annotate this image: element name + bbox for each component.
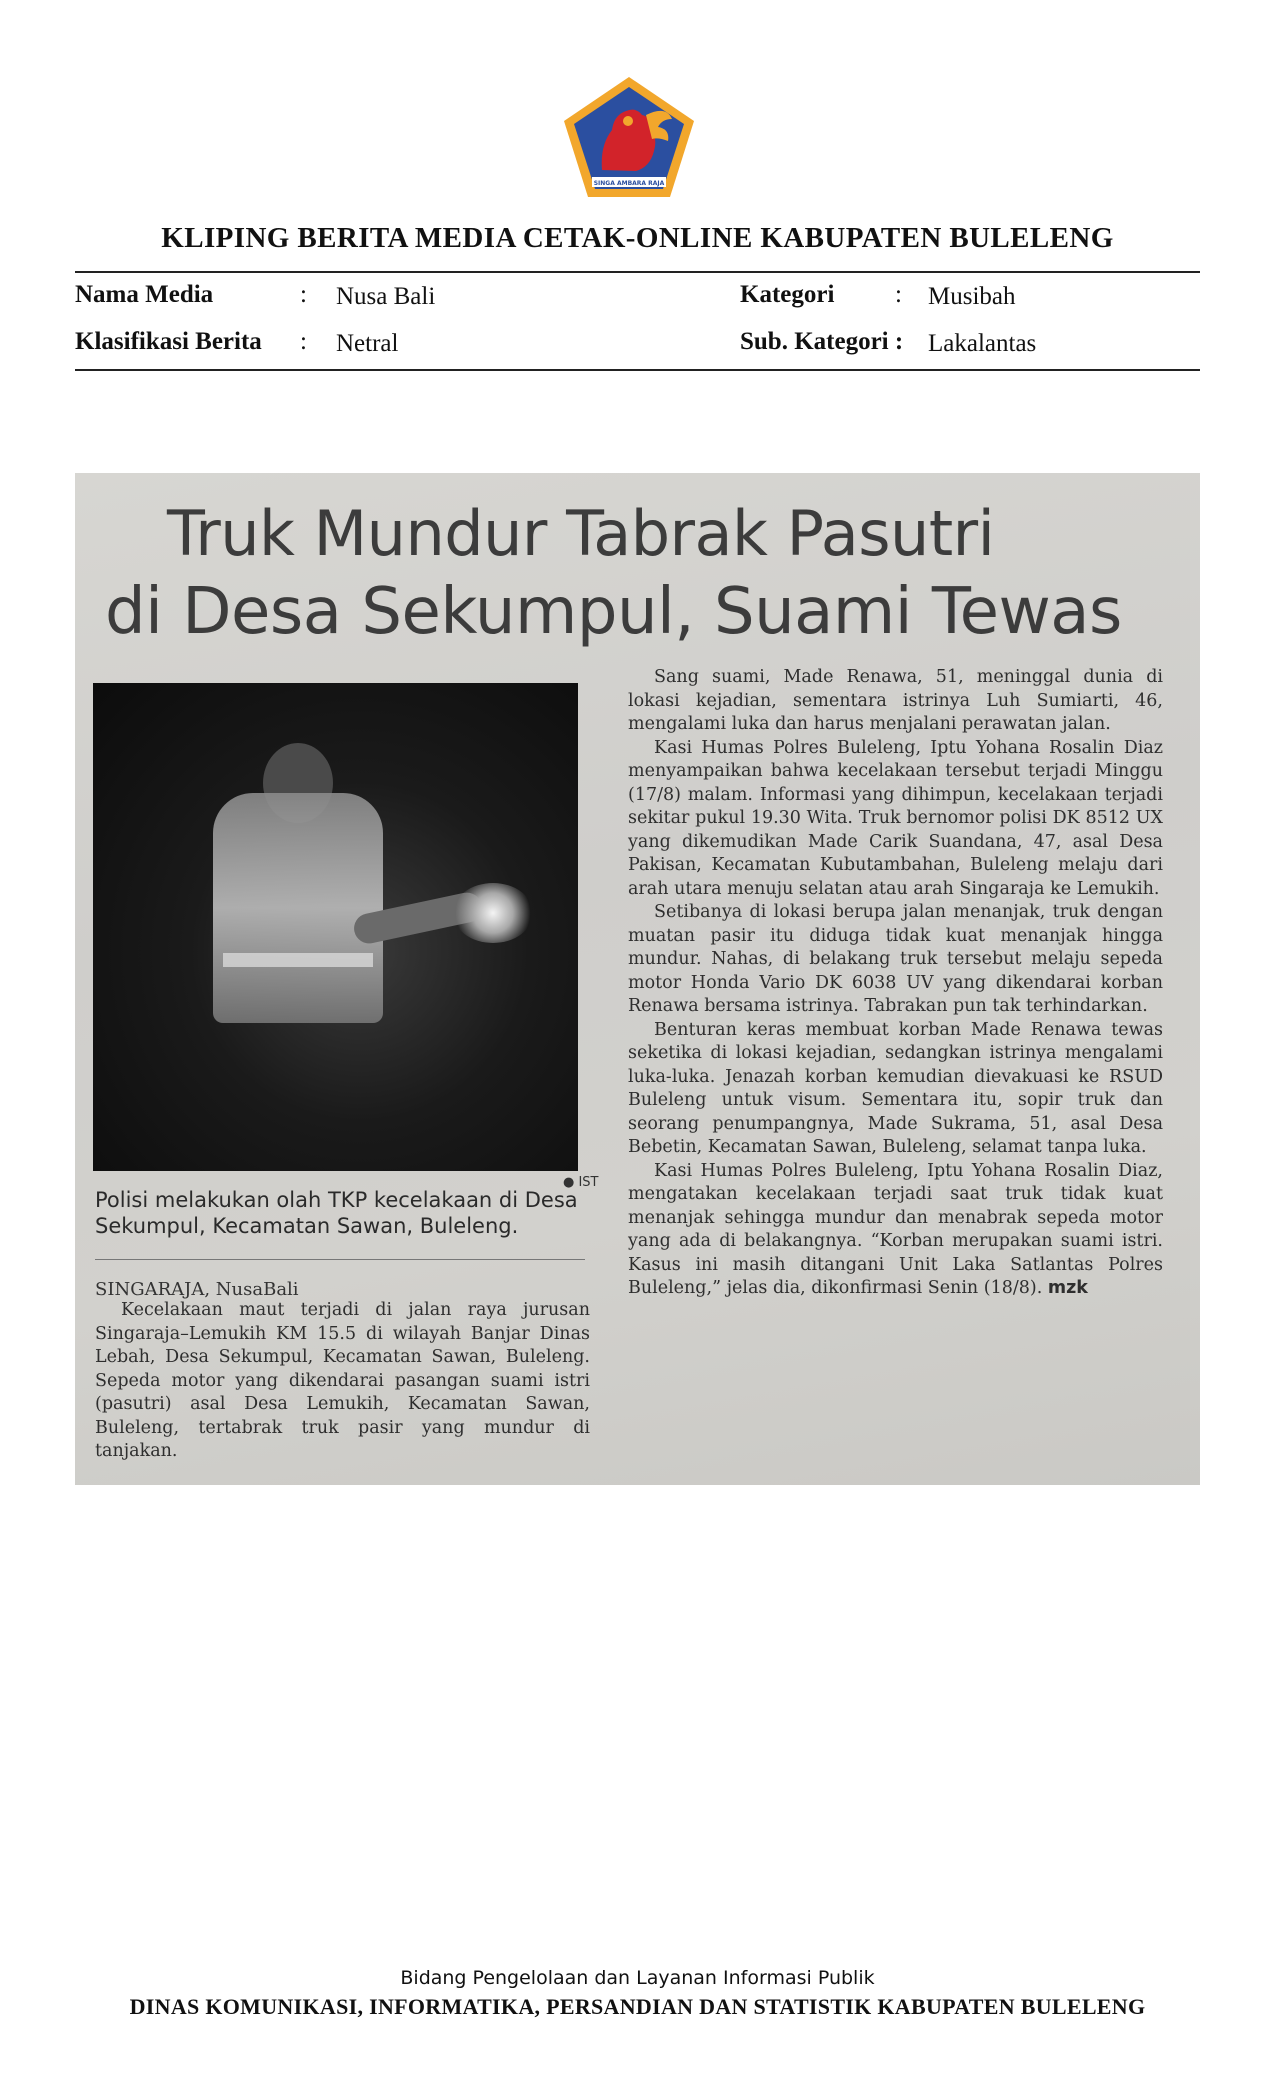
article-headline-line2: di Desa Sekumpul, Suami Tewas bbox=[105, 575, 1122, 649]
photo-caption: Polisi melakukan olah TKP kecelakaan di Desa Sekumpul, Kecamatan Sawan, Buleleng. bbox=[95, 1188, 578, 1238]
subcategory-label: Sub. Kategori : bbox=[740, 328, 904, 355]
buleleng-crest-logo bbox=[562, 75, 696, 200]
photo-credit: ● IST bbox=[563, 1175, 599, 1190]
article-paragraph-text: Kasi Humas Polres Buleleng, Iptu Yohana Rosalin Diaz, mengatakan kecelakaan terjadi saat truk tidak kuat menanjak sehingga mundur dan menabrak sepeda motor yang ada di belakangnya. “Korban merupakan suami istri. Kasus ini masih ditangani Unit Laka Satlantas Polres Buleleng,” jelas dia, dikonfirmasi Senin (18/8). bbox=[628, 1160, 1163, 1298]
classification-value: Netral bbox=[336, 330, 399, 357]
photo-reflective-stripe bbox=[223, 953, 373, 967]
article-photo bbox=[93, 683, 578, 1171]
author-signature: mzk bbox=[1047, 1278, 1088, 1298]
category-label: Kategori bbox=[740, 281, 835, 308]
photo-flashlight bbox=[453, 883, 533, 943]
article-column-left bbox=[95, 1299, 590, 1464]
subcategory-value: Lakalantas bbox=[928, 330, 1037, 357]
page-title: KLIPING BERITA MEDIA CETAK-ONLINE KABUPATEN BULELENG bbox=[161, 222, 1114, 254]
photo-figure-body bbox=[213, 793, 383, 1023]
colon: : bbox=[300, 281, 307, 308]
colon: : bbox=[895, 281, 902, 308]
caption-divider bbox=[95, 1259, 585, 1260]
category-value: Musibah bbox=[928, 283, 1016, 310]
article-paragraph: Setibanya di lokasi berupa jalan menanjak, truk dengan muatan pasir itu diduga tidak kuat menanjak hingga mundur. Nahas, di belakang truk tersebut melaju sepeda motor Honda Vario DK 6038 UV yang dikendarai korban Renawa bersama istrinya. Tabrakan pun tak terhindarkan. bbox=[628, 902, 1163, 1016]
media-name-value: Nusa Bali bbox=[336, 283, 436, 310]
newspaper-clipping bbox=[75, 473, 1200, 1485]
classification-label: Klasifikasi Berita bbox=[75, 328, 262, 355]
article-dateline: SINGARAJA, NusaBali bbox=[95, 1279, 299, 1300]
footer-agency: DINAS KOMUNIKASI, INFORMATIKA, PERSANDIAN DAN STATISTIK KABUPATEN BULELENG bbox=[129, 1994, 1146, 2019]
article-column-right bbox=[628, 666, 1163, 1301]
media-name-label: Nama Media bbox=[75, 281, 214, 308]
article-paragraph: Benturan keras membuat korban Made Renawa tewas seketika di lokasi kejadian, sedangkan istrinya mengalami luka-luka. Jenazah korban kemudian dievakuasi ke RSUD Buleleng untuk visum. Sementara itu, sopir truk dan seorang penumpangnya, Made Sukrama, 51, asal Desa Bebetin, Kecamatan Sawan, Buleleng, selamat tanpa luka. bbox=[628, 1019, 1163, 1157]
logo-motto: SINGA AMBARA RAJA bbox=[593, 180, 665, 187]
colon: : bbox=[300, 328, 307, 355]
article-paragraph: Sang suami, Made Renawa, 51, meninggal dunia di lokasi kejadian, sementara istrinya Luh Sumiarti, 46, mengalami luka dan harus menjalani perawatan jalan. bbox=[628, 667, 1163, 734]
footer-division: Bidang Pengelolaan dan Layanan Informasi Publik bbox=[400, 1967, 875, 1989]
article-paragraph: Kecelakaan maut terjadi di jalan raya jurusan Singaraja–Lemukih KM 15.5 di wilayah Banjar Dinas Lebah, Desa Sekumpul, Kecamatan Sawan, Buleleng. Sepeda motor yang dikendarai pasangan suami istri (pasutri) asal Desa Lemukih, Kecamatan Sawan, Buleleng, tertabrak truk pasir yang mundur di tanjakan. bbox=[95, 1300, 590, 1461]
header-divider-top bbox=[75, 271, 1200, 273]
header-divider-bottom bbox=[75, 369, 1200, 371]
article-headline-line1: Truk Mundur Tabrak Pasutri bbox=[167, 497, 995, 570]
article-paragraph: Kasi Humas Polres Buleleng, Iptu Yohana Rosalin Diaz menyampaikan bahwa kecelakaan tersebut terjadi Minggu (17/8) malam. Informasi yang dihimpun, kecelakaan terjadi sekitar pukul 19.30 Wita. Truk bernomor polisi DK 8512 UX yang dikemudikan Made Carik Suandana, 47, asal Desa Pakisan, Kecamatan Kubutambahan, Buleleng melaju dari arah utara menuju selatan atau arah Singaraja ke Lemukih. bbox=[628, 737, 1163, 899]
article-paragraph-last bbox=[628, 1160, 1163, 1301]
